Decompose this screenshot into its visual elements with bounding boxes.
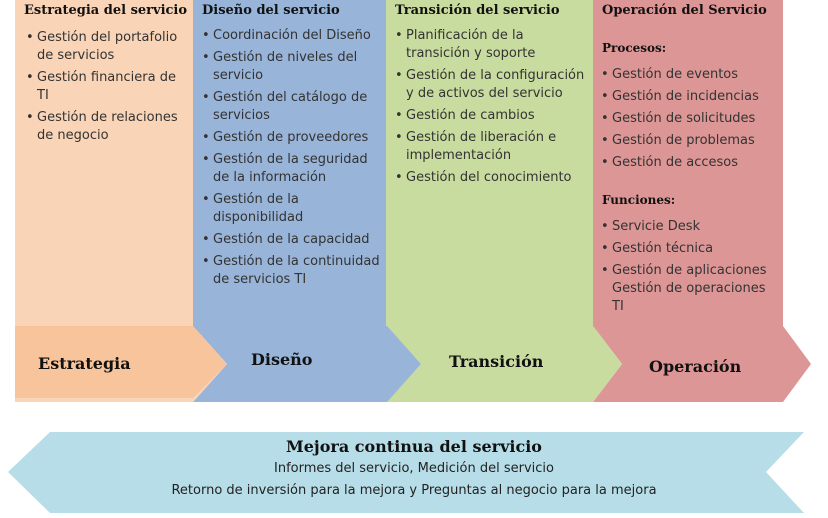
list-item: • Coordinación del Diseño xyxy=(202,27,382,45)
process-list xyxy=(395,27,588,191)
list-item: • Gestión de relaciones de negocio xyxy=(26,109,191,145)
list-item: • Gestión financiera de TI xyxy=(26,69,191,105)
list-item: • Gestión de incidencias xyxy=(601,88,779,106)
stage-label-operacion: Operación xyxy=(649,357,742,376)
process-list xyxy=(202,27,382,293)
stage-label-transicion: Transición xyxy=(449,352,544,371)
list-item: • Gestión de la configuración y de activos del servicio xyxy=(395,67,588,103)
list-item: • Gestión de la continuidad de servicios TI xyxy=(202,253,382,289)
functions-label: Funciones: xyxy=(602,193,676,207)
list-item: • Gestión de eventos xyxy=(601,66,779,84)
improvement-title: Mejora continua del servicio xyxy=(286,437,542,456)
list-item: • Planificación de la transición y soporte xyxy=(395,27,588,63)
column-diseno xyxy=(193,0,387,330)
column-transicion xyxy=(386,0,593,330)
list-item: • Gestión de liberación e implementación xyxy=(395,129,588,165)
column-estrategia xyxy=(15,0,195,330)
column-operacion xyxy=(593,0,783,330)
functions-list xyxy=(601,218,771,320)
processes-label: Procesos: xyxy=(602,41,667,55)
stage-label-estrategia: Estrategia xyxy=(38,354,131,373)
list-item: • Servicie Desk xyxy=(601,218,771,236)
column-title: Estrategia del servicio xyxy=(24,3,188,18)
list-item: • Gestión de cambios xyxy=(395,107,588,125)
list-item: • Gestión de proveedores xyxy=(202,129,382,147)
list-item: • Gestión del conocimiento xyxy=(395,169,588,187)
list-item: • Gestión del catálogo de servicios xyxy=(202,89,382,125)
stage-label-diseno: Diseño xyxy=(251,350,313,369)
column-title: Diseño del servicio xyxy=(202,3,340,18)
list-item: • Gestión del portafolio de servicios xyxy=(26,29,191,65)
list-item: • Gestión de solicitudes xyxy=(601,110,779,128)
list-item: • Gestión de problemas xyxy=(601,132,779,150)
process-list xyxy=(26,29,191,149)
list-item: • Gestión de aplicaciones Gestión de operaciones TI xyxy=(601,262,771,316)
list-item: • Gestión de la seguridad de la información xyxy=(202,151,382,187)
list-item: • Gestión de la disponibilidad xyxy=(202,191,382,227)
improvement-line-1: Informes del servicio, Medición del servicio xyxy=(274,461,554,476)
list-item: • Gestión de la capacidad xyxy=(202,231,382,249)
list-item: • Gestión de accesos xyxy=(601,154,779,172)
list-item: • Gestión técnica xyxy=(601,240,771,258)
column-title: Transición del servicio xyxy=(395,3,560,18)
improvement-line-2: Retorno de inversión para la mejora y Preguntas al negocio para la mejora xyxy=(171,483,657,498)
list-item: • Gestión de niveles del servicio xyxy=(202,49,382,85)
column-title: Operación del Servicio xyxy=(602,3,767,18)
processes-list xyxy=(601,66,779,176)
